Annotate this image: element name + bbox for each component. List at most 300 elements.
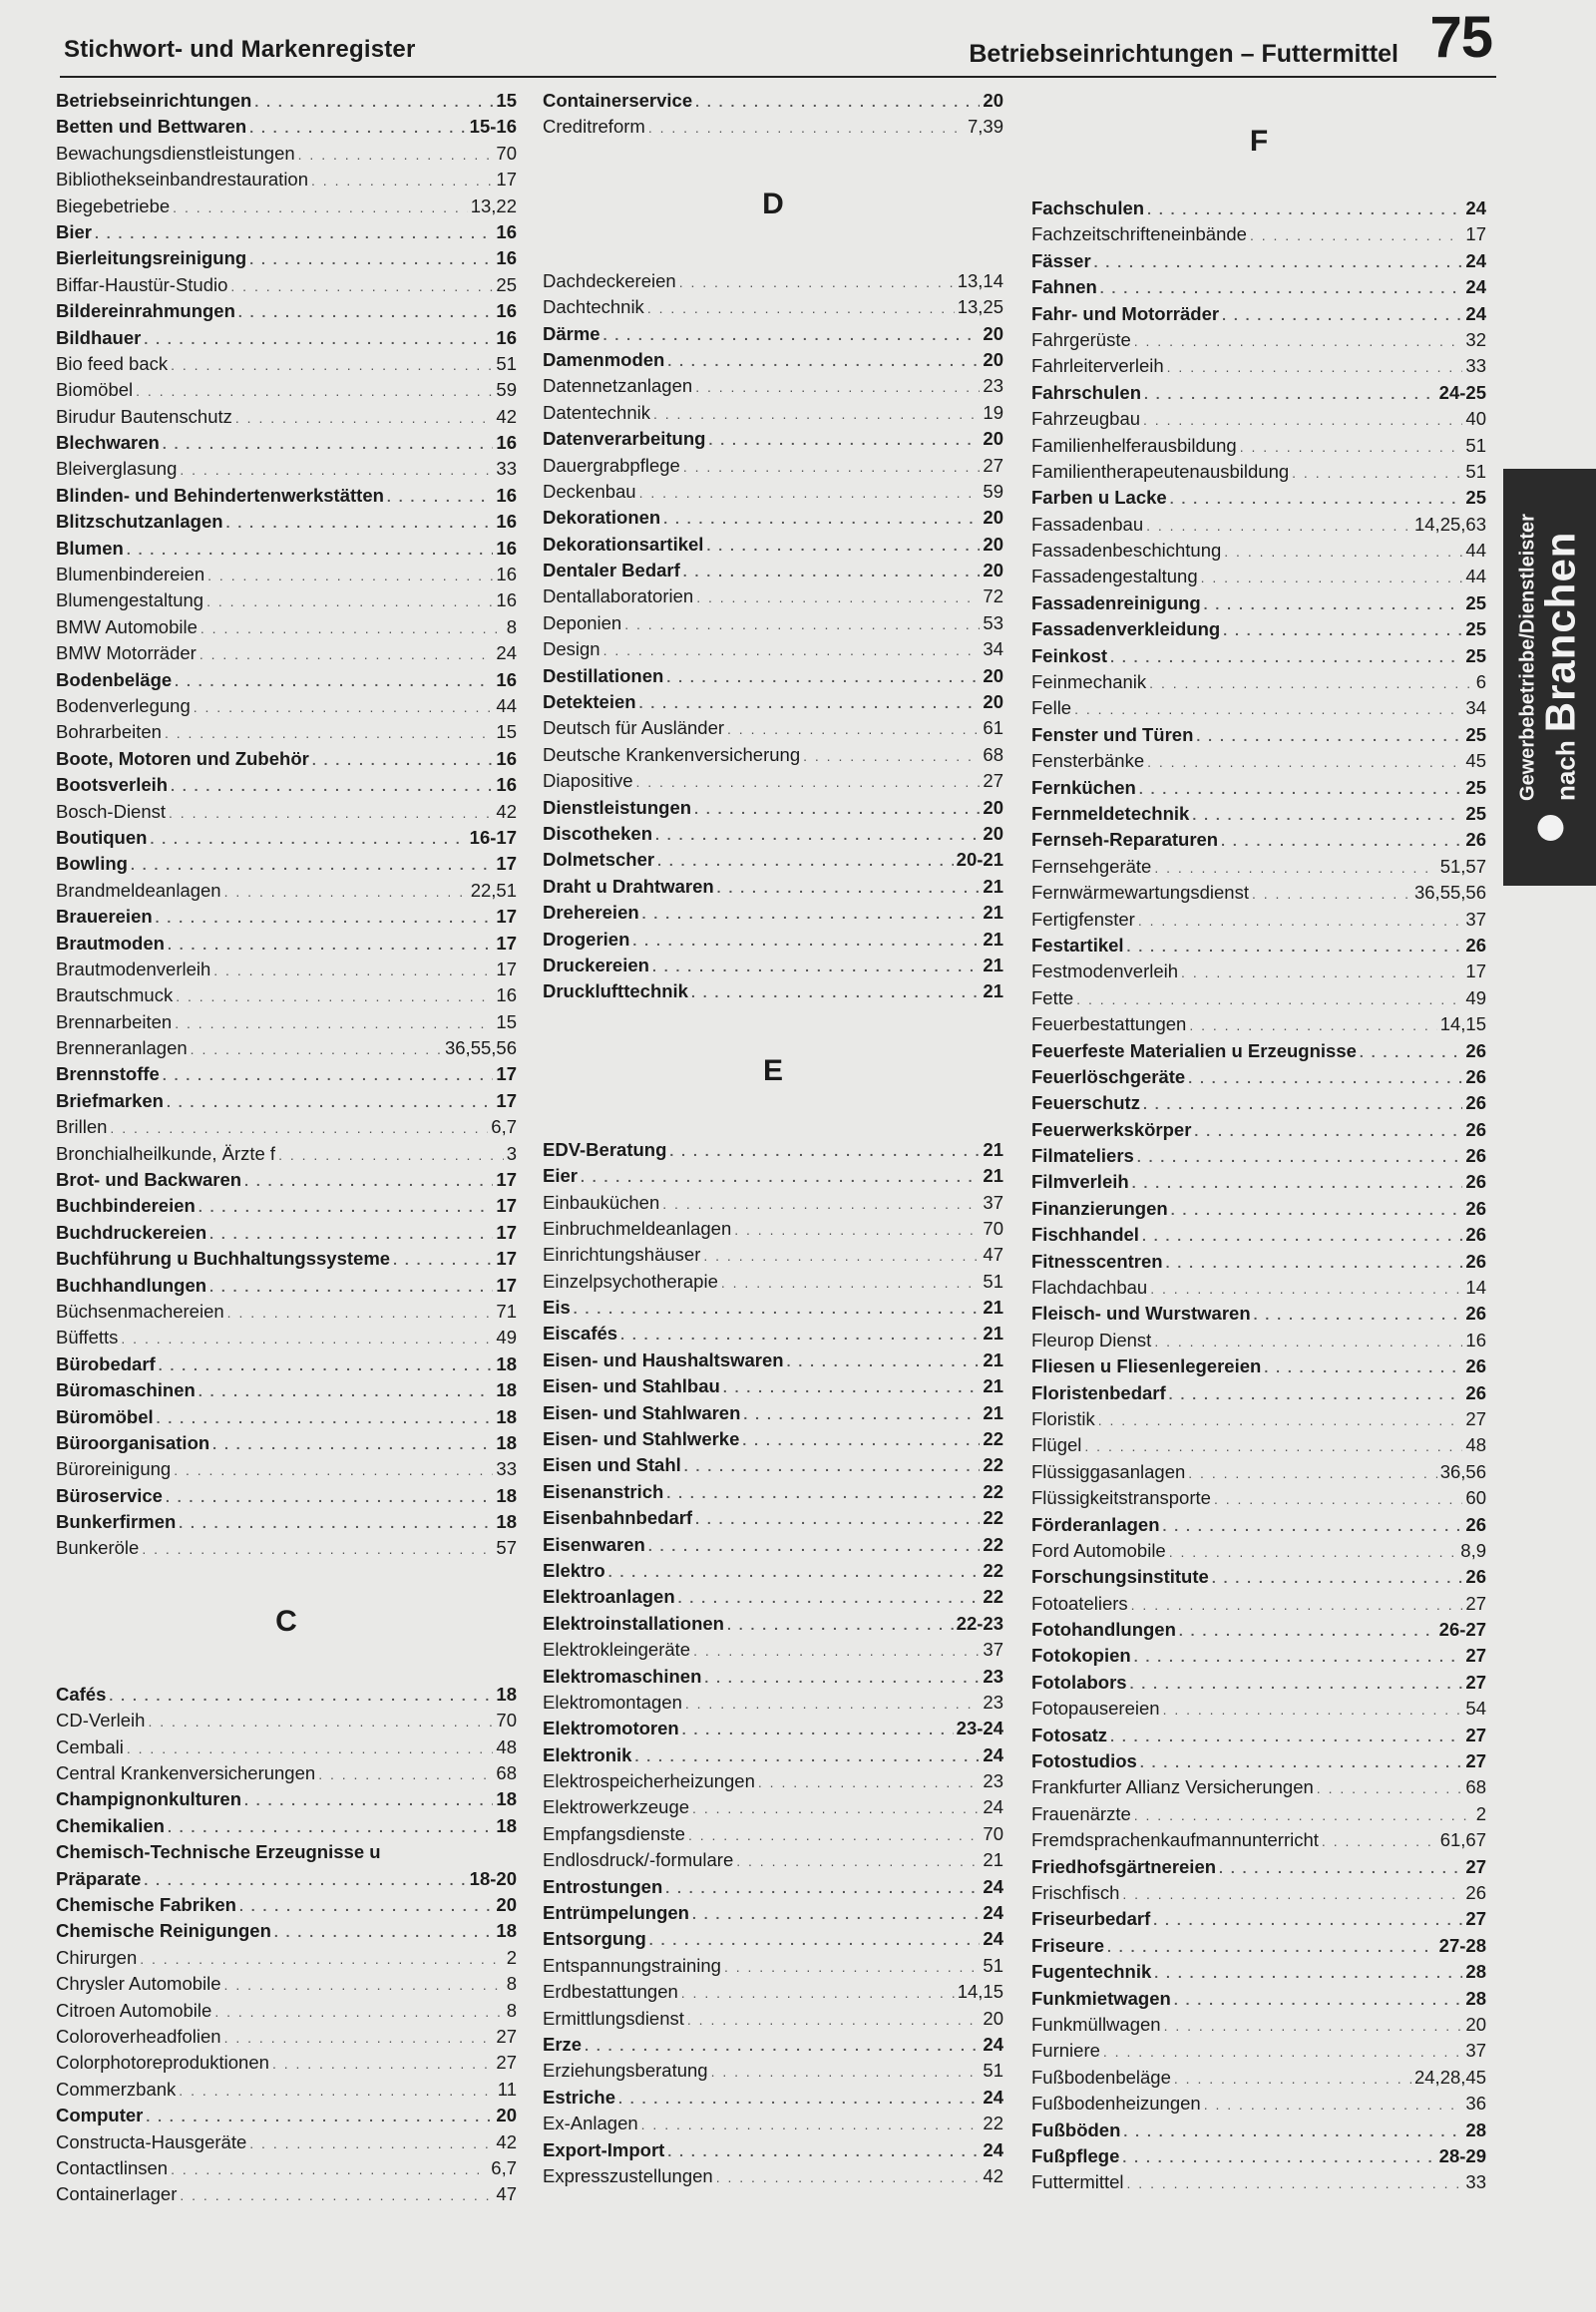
dot-leader <box>1110 1724 1462 1749</box>
index-entry <box>1031 1169 1486 1195</box>
entry-term: Entspannungstraining <box>543 1954 721 1976</box>
entry-term: Dekorationsartikel <box>543 533 704 555</box>
index-entry <box>543 1426 1003 1452</box>
index-entry <box>1031 1406 1486 1432</box>
dot-leader <box>693 1638 980 1664</box>
index-entry <box>56 88 517 114</box>
index-entry <box>1031 827 1486 853</box>
dot-leader <box>244 1787 493 1813</box>
dot-leader <box>1223 617 1462 643</box>
entry-term: Commerzbank <box>56 2078 177 2100</box>
entry-page: 20 <box>983 691 1003 713</box>
dot-leader <box>224 1972 504 1998</box>
index-entry <box>56 1377 517 1403</box>
entry-page: 18 <box>496 1814 517 1836</box>
entry-page: 21 <box>983 1375 1003 1397</box>
index-entry <box>543 1295 1003 1321</box>
entry-term: Buchführung u Buchhaltungssysteme <box>56 1248 391 1270</box>
entry-page: 18 <box>496 1352 517 1374</box>
entry-term: Deutsch für Ausländer <box>543 717 725 739</box>
index-entry <box>56 957 517 982</box>
entry-term: Datenverarbeitung <box>543 428 706 450</box>
entry-page: 28 <box>1465 1961 1486 1983</box>
entry-page: 18 <box>496 1431 517 1453</box>
entry-page: 26-27 <box>1438 1619 1486 1641</box>
index-entry <box>1031 880 1486 906</box>
dot-leader <box>648 115 965 141</box>
dot-leader <box>1127 934 1463 960</box>
dot-leader <box>200 615 504 641</box>
entry-term: Empfangsdienste <box>543 1822 685 1844</box>
entry-term: Bohrarbeiten <box>56 721 162 743</box>
dot-leader <box>175 1010 493 1036</box>
index-entry <box>1031 748 1486 774</box>
index-entry <box>1031 907 1486 933</box>
index-entry <box>56 1061 517 1087</box>
dot-leader <box>1110 644 1462 670</box>
header-divider <box>60 76 1496 78</box>
dot-leader <box>212 1431 493 1457</box>
index-entry <box>1031 1485 1486 1511</box>
entry-term: Büroorganisation <box>56 1431 210 1453</box>
index-entry <box>1031 959 1486 984</box>
index-entry <box>56 298 517 324</box>
entry-term: Fassadenbeschichtung <box>1031 540 1222 562</box>
entry-page: 23 <box>983 375 1003 397</box>
entry-term: Creditreform <box>543 116 645 138</box>
entry-page: 51 <box>983 2060 1003 2082</box>
entry-term: Finanzierungen <box>1031 1197 1168 1219</box>
entry-term: Estriche <box>543 2086 616 2108</box>
entry-page: 17 <box>496 932 517 954</box>
index-entry <box>1031 2143 1486 2169</box>
entry-term: Citroen Automobile <box>56 1999 212 2021</box>
entry-page: 22 <box>983 1533 1003 1555</box>
index-entry <box>56 1509 517 1535</box>
entry-term: Elektrokleingeräte <box>543 1639 691 1661</box>
entry-page: 33 <box>1465 355 1486 377</box>
entry-term: Dekorationen <box>543 507 661 529</box>
dot-leader <box>298 142 494 168</box>
index-entry <box>1031 2065 1486 2091</box>
index-entry <box>56 1918 517 1944</box>
entry-page: 14,15 <box>957 1981 1003 2003</box>
entry-term: Floristenbedarf <box>1031 1381 1166 1403</box>
dot-leader <box>142 1536 493 1562</box>
entry-term: Fremdsprachenkaufmannunterricht <box>1031 1829 1319 1851</box>
dot-leader <box>1130 1671 1463 1697</box>
entry-page: 21 <box>983 1849 1003 1871</box>
index-entry <box>543 1269 1003 1295</box>
index-entry <box>56 1813 517 1839</box>
index-entry <box>1031 2091 1486 2117</box>
dot-leader <box>1181 960 1462 985</box>
entry-term: Einzelpsychotherapie <box>543 1270 718 1292</box>
entry-term: Bio feed back <box>56 352 169 374</box>
dot-leader <box>734 1217 980 1243</box>
index-entry <box>543 88 1003 114</box>
entry-page: 44 <box>1465 566 1486 587</box>
index-entry <box>56 1404 517 1430</box>
index-entry <box>543 821 1003 847</box>
index-entry <box>1031 1959 1486 1985</box>
entry-page: 24 <box>983 2034 1003 2055</box>
entry-term: Bildhauer <box>56 326 142 348</box>
index-entry <box>1031 801 1486 827</box>
index-entry <box>1031 1275 1486 1301</box>
entry-page: 16 <box>496 774 517 796</box>
entry-page: 23 <box>983 1770 1003 1792</box>
entry-page: 16 <box>496 537 517 559</box>
entry-page: 47 <box>983 1244 1003 1266</box>
dot-leader <box>1254 1302 1463 1328</box>
index-entry <box>543 294 1003 320</box>
entry-term: Entsorgung <box>543 1928 646 1950</box>
entry-page: 44 <box>1465 540 1486 562</box>
entry-term: Fenster und Türen <box>1031 723 1194 745</box>
dot-leader <box>199 1378 494 1404</box>
dot-leader <box>1084 1433 1462 1459</box>
entry-term: Brennarbeiten <box>56 1010 173 1032</box>
entry-page: 2 <box>1475 1802 1486 1824</box>
dot-leader <box>683 559 981 584</box>
dot-leader <box>663 506 980 532</box>
index-entry <box>1031 1512 1486 1538</box>
entry-term: Brautschmuck <box>56 984 174 1006</box>
dot-leader <box>239 1893 493 1919</box>
index-entry <box>1031 1643 1486 1669</box>
dot-leader <box>1098 1407 1463 1433</box>
entry-term: Eisen- und Stahlwaren <box>543 1401 741 1423</box>
entry-page: 51 <box>496 352 517 374</box>
entries-c-continued <box>543 88 1003 141</box>
index-entry <box>1031 1117 1486 1143</box>
entry-term: Fernmeldetechnik <box>1031 802 1190 824</box>
entry-term: Flachdachbau <box>1031 1277 1148 1299</box>
index-entry <box>56 587 517 613</box>
dot-leader <box>387 484 494 510</box>
entry-page: 17 <box>496 1089 517 1111</box>
entry-term: Fugentechnik <box>1031 1961 1152 1983</box>
entry-term: Central Krankenversicherungen <box>56 1762 316 1784</box>
entry-page: 3 <box>506 1142 517 1164</box>
entry-page: 20 <box>983 822 1003 844</box>
index-entry <box>543 1768 1003 1794</box>
entry-page: 25 <box>496 273 517 295</box>
dot-leader <box>803 743 980 769</box>
index-entry <box>1031 1723 1486 1748</box>
dot-leader <box>1146 513 1411 539</box>
entry-page: 18 <box>496 1484 517 1506</box>
index-entry <box>56 1945 517 1971</box>
index-entry <box>1031 1933 1486 1959</box>
entry-term: Diapositive <box>543 770 633 792</box>
index-entry <box>543 1584 1003 1610</box>
dot-leader <box>213 958 493 983</box>
dot-leader <box>1147 749 1462 775</box>
entry-term: Flügel <box>1031 1434 1082 1456</box>
index-entry <box>1031 1906 1486 1932</box>
dot-leader <box>311 168 493 193</box>
entry-page: 49 <box>1465 986 1486 1008</box>
entry-term: Birudur Bautenschutz <box>56 405 232 427</box>
dot-leader <box>727 1612 954 1638</box>
entry-term: Dauergrabpflege <box>543 454 680 476</box>
dot-leader <box>1150 1276 1462 1302</box>
entry-page: 24 <box>983 1928 1003 1950</box>
index-entry <box>543 453 1003 479</box>
entry-term: Fußpflege <box>1031 2144 1120 2166</box>
index-entry <box>56 1193 517 1219</box>
dot-leader <box>249 115 466 141</box>
entry-term: Fahrleiterverleih <box>1031 355 1164 377</box>
entry-page: 34 <box>983 638 1003 660</box>
entry-term: Biegebetriebe <box>56 194 171 216</box>
index-entry <box>543 1479 1003 1505</box>
dot-leader <box>691 979 980 1005</box>
entry-term: Erze <box>543 2034 583 2055</box>
entry-term: Discotheken <box>543 822 653 844</box>
dot-leader <box>180 2182 493 2208</box>
dot-leader <box>574 1296 981 1322</box>
entry-term: Büroreinigung <box>56 1458 172 1480</box>
entry-page: 16 <box>496 747 517 769</box>
entry-term: Datentechnik <box>543 401 650 423</box>
entry-term: Bowling <box>56 853 128 875</box>
entry-page: 26 <box>1465 1145 1486 1167</box>
entry-page: 16 <box>496 984 517 1006</box>
section-side-tab <box>1503 469 1596 886</box>
entry-page: 26 <box>1465 1303 1486 1325</box>
entry-term: Deutsche Krankenversicherung <box>543 743 801 765</box>
entry-page: 22 <box>983 1480 1003 1502</box>
entry-page: 21 <box>983 1323 1003 1345</box>
section-letter-c: C <box>275 1604 297 1638</box>
entry-page: 26 <box>1465 1882 1486 1903</box>
index-entry <box>543 1794 1003 1820</box>
dot-leader <box>1192 802 1462 828</box>
entry-term: Fahrzeugbau <box>1031 408 1141 430</box>
entry-page: 22 <box>983 1559 1003 1581</box>
entry-term: Flüssiggasanlagen <box>1031 1460 1186 1482</box>
entry-page: 20-21 <box>956 849 1003 871</box>
entry-page: 22,51 <box>470 879 517 901</box>
entry-term: Elektronik <box>543 1743 632 1765</box>
entry-page: 26 <box>1465 1092 1486 1114</box>
dot-leader <box>1188 1065 1462 1091</box>
index-entry <box>543 953 1003 978</box>
index-entry <box>1031 1696 1486 1722</box>
entry-term: Buchdruckereien <box>56 1221 207 1243</box>
index-entry <box>543 2085 1003 2111</box>
dot-leader <box>274 1919 494 1945</box>
index-entry <box>543 2032 1003 2058</box>
entry-page: 42 <box>496 2130 517 2152</box>
entry-term: Blinden- und Behindertenwerkstätten <box>56 484 384 506</box>
entry-page: 42 <box>496 800 517 822</box>
entry-term: Fernküchen <box>1031 776 1136 798</box>
dot-leader <box>620 1322 980 1348</box>
entry-term: EDV-Beratung <box>543 1138 667 1160</box>
index-entry <box>543 663 1003 689</box>
entry-page: 8 <box>506 1973 517 1995</box>
entry-term: Eier <box>543 1165 578 1187</box>
index-entry <box>56 1786 517 1812</box>
entry-term: Colorphotoreproduktionen <box>56 2052 269 2074</box>
entry-term: Feinkost <box>1031 644 1108 666</box>
entry-term: Bierleitungsreinigung <box>56 247 247 269</box>
entry-page: 26 <box>1465 1039 1486 1061</box>
entry-page: 2 <box>506 1946 517 1968</box>
dot-leader <box>131 852 493 878</box>
dot-leader <box>1149 670 1473 696</box>
entry-term: Eisen- und Stahlwerke <box>543 1428 740 1450</box>
entry-term: Frischfisch <box>1031 1882 1120 1903</box>
entry-term: Champignonkulturen <box>56 1788 242 1810</box>
dot-leader <box>1154 1329 1462 1354</box>
entry-term: Filmateliers <box>1031 1145 1134 1167</box>
entry-term: Fußbodenheizungen <box>1031 2093 1201 2115</box>
dot-leader <box>641 2112 981 2137</box>
dot-leader <box>695 374 980 400</box>
entry-page: 23 <box>983 1691 1003 1713</box>
entry-term: Fußböden <box>1031 2119 1121 2140</box>
index-entry <box>56 351 517 377</box>
entry-term: Fotolabors <box>1031 1671 1127 1693</box>
dot-leader <box>207 563 493 588</box>
dot-leader <box>127 1735 494 1761</box>
dot-leader <box>165 720 493 746</box>
entry-term: Brillen <box>56 1116 108 1138</box>
index-entry <box>56 851 517 877</box>
dot-leader <box>684 1453 981 1479</box>
entry-term: Einbruchmeldeanlagen <box>543 1217 732 1239</box>
index-entry <box>543 1137 1003 1163</box>
entry-term: Boutiquen <box>56 826 148 848</box>
dot-leader <box>144 326 493 352</box>
entry-term: Festmodenverleih <box>1031 961 1179 982</box>
index-entry <box>56 1325 517 1350</box>
dot-leader <box>642 901 981 927</box>
entry-term: Biffar-Haustür-Studio <box>56 273 228 295</box>
entry-page: 21 <box>983 954 1003 975</box>
index-entry <box>1031 643 1486 669</box>
dot-leader <box>163 431 494 457</box>
entry-page: 33 <box>496 458 517 480</box>
entry-page: 17 <box>1465 961 1486 982</box>
entry-term: Fahrgerüste <box>1031 328 1131 350</box>
dot-leader <box>624 611 980 637</box>
entry-page: 15 <box>496 90 517 111</box>
entry-term: Boote, Motoren und Zubehör <box>56 747 309 769</box>
entry-term: Bleiverglasung <box>56 458 178 480</box>
dot-leader <box>1250 222 1462 248</box>
dot-leader <box>1164 2013 1463 2039</box>
entry-page: 16 <box>496 326 517 348</box>
index-entry <box>56 114 517 140</box>
register-title: Stichwort- und Markenregister <box>64 36 416 63</box>
entry-page: 51 <box>1465 460 1486 482</box>
entry-term: Bürobedarf <box>56 1352 156 1374</box>
dot-leader <box>685 1691 981 1717</box>
entry-page: 28 <box>1465 2119 1486 2140</box>
entry-term: Fassadenbau <box>1031 513 1144 535</box>
entry-term: Buchbindereien <box>56 1195 196 1217</box>
index-entry <box>56 1708 517 1734</box>
dot-leader <box>1143 1091 1462 1117</box>
entry-term: Contactlinsen <box>56 2156 169 2178</box>
index-entry <box>56 2129 517 2155</box>
entry-term: Fertigfenster <box>1031 908 1135 930</box>
dot-leader <box>1154 1960 1462 1986</box>
entry-page: 27 <box>1465 1908 1486 1930</box>
entry-page: 32 <box>1465 328 1486 350</box>
entry-page: 51,57 <box>1439 855 1486 877</box>
index-entry <box>1031 2118 1486 2143</box>
entry-page: 24 <box>983 1902 1003 1924</box>
entry-term: Eisenwaren <box>543 1533 645 1555</box>
dot-leader <box>173 194 468 220</box>
dot-leader <box>585 2033 980 2059</box>
entry-page: 44 <box>496 694 517 716</box>
entry-page: 57 <box>496 1537 517 1559</box>
index-entry <box>56 693 517 719</box>
entry-page: 28-29 <box>1438 2144 1486 2166</box>
entry-page: 18 <box>496 1920 517 1942</box>
entry-page: 16 <box>496 432 517 454</box>
entry-term: Bodenverlegung <box>56 694 191 716</box>
entry-page: 24 <box>496 642 517 664</box>
index-entry <box>56 272 517 298</box>
index-entry <box>1031 722 1486 748</box>
index-entry <box>543 1558 1003 1584</box>
entry-term: Feinmechanik <box>1031 671 1147 693</box>
entry-page: 25 <box>1465 644 1486 666</box>
entry-page: 40 <box>1465 408 1486 430</box>
dot-leader <box>649 1927 981 1953</box>
dot-leader <box>191 1036 442 1062</box>
entry-page: 68 <box>983 743 1003 765</box>
entry-page: 25 <box>1465 487 1486 509</box>
entry-page: 34 <box>1465 697 1486 719</box>
index-entry <box>1031 327 1486 353</box>
entry-page: 70 <box>983 1822 1003 1844</box>
dot-leader <box>1076 986 1462 1012</box>
index-entry <box>56 2103 517 2128</box>
dot-leader <box>166 1484 493 1510</box>
index-entry <box>543 114 1003 140</box>
dot-leader <box>1143 407 1462 433</box>
entry-page: 17 <box>496 958 517 979</box>
dot-leader <box>168 932 493 958</box>
entry-term: Blumengestaltung <box>56 589 204 611</box>
entries-d <box>543 268 1003 1005</box>
entry-page: 6 <box>1475 671 1486 693</box>
entry-page: 27 <box>1465 1724 1486 1745</box>
dot-leader <box>703 1243 980 1269</box>
index-entry <box>543 2006 1003 2032</box>
index-entry <box>56 562 517 587</box>
index-entry <box>543 1953 1003 1979</box>
dot-leader <box>209 1221 493 1247</box>
dot-leader <box>636 769 981 795</box>
index-entry <box>543 1742 1003 1768</box>
index-entry <box>56 536 517 562</box>
index-entry <box>1031 1011 1486 1037</box>
entry-term: Fensterbänke <box>1031 750 1145 772</box>
entry-page: 16 <box>496 220 517 242</box>
entry-page: 26 <box>1465 1224 1486 1246</box>
